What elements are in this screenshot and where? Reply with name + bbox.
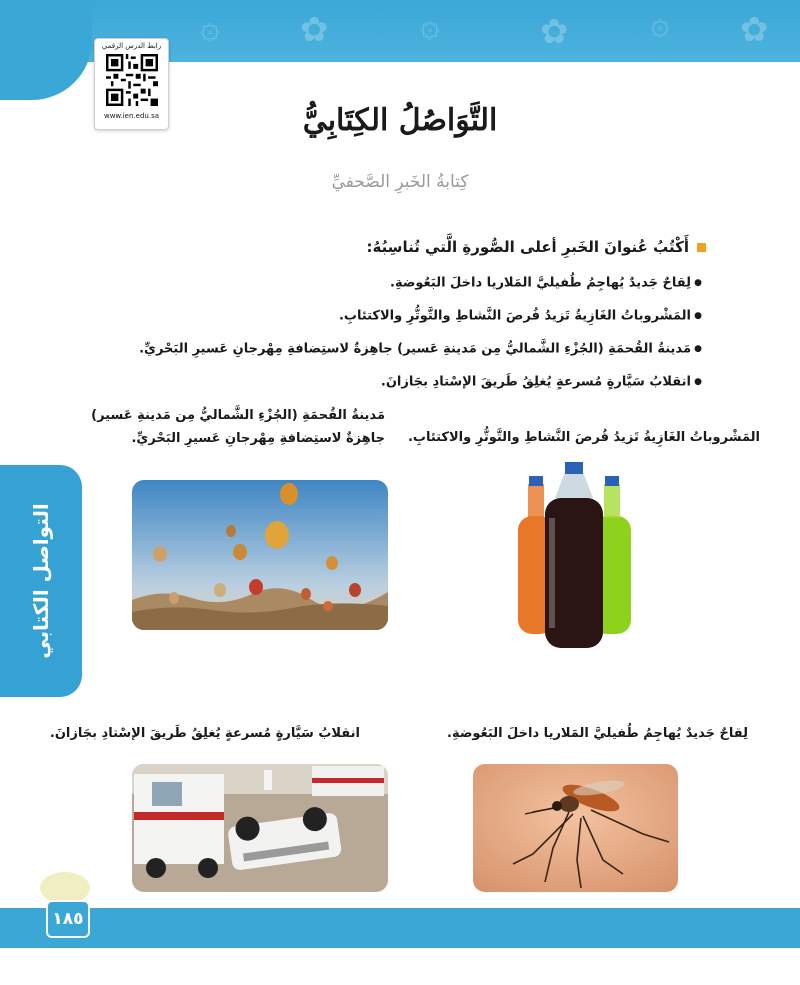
accident-caption: انقلابُ سَيَّارةٍ مُسرعةٍ يُغلِقُ طَريقَ الإسْتادِ بجَازانَ. [49,726,360,741]
headline-item: ● لِقاحٌ جَديدٌ يُهاجِمُ طُفيليَّ المَلاريا داخلَ البَعُوضةِ. [102,272,702,305]
instruction-text: أَكْتُبُ عُنوانَ الخَبرِ أعلى الصُّورةِ الَّتي تُناسِبُهُ: [366,238,689,256]
exercise-instruction [366,238,706,256]
headline-item: ● المَشْروباتُ الغَازِيةُ تَزيدُ فُرصَ النَّشاطِ والتَّوتُّرِ والاكتئابِ. [102,305,702,338]
headline-item: ● مَدينةُ القُحمَةِ (الجُزْءِ الشَّماليُّ مِن مَدينةِ عَسير) جاهِزةٌ لاستِضافةِ مِهْرجانِ عَسيرِ البَحْريِّ. [102,338,702,371]
qr-label: رابط الدرس الرقمي [101,42,162,50]
qr-code-icon[interactable] [106,54,158,106]
headline-list [102,272,702,404]
mosquito-caption: لِقاحٌ جَديدٌ يُهاجِمُ طُفيليَّ المَلاريا داخلَ البَعُوضةِ. [447,726,748,741]
top-decorative-band: ۞ ✿ ۞ ✿ ۞ ✿ [0,0,800,62]
balloons-caption [65,404,385,450]
balloons-caption-line-2: جاهِزةٌ لاستِضافةِ مِهْرجانِ عَسيرِ البَحْريِّ. [131,431,385,446]
footer-band [0,908,800,948]
side-chapter-tab [0,465,82,697]
page-number: ١٨٥ [46,900,90,938]
car-accident-image [132,764,388,892]
hot-air-balloons-image [132,480,388,630]
page-title: التَّوَاصُلُ الكِتَابِيُّ [302,103,498,138]
mosquito-image [473,764,678,892]
drinks-caption: المَشْروباتُ الغَازِيةُ تَزيدُ فُرصَ النَّشاطِ والتَّوتُّرِ والاكتئابِ. [407,430,760,445]
page-subtitle: كِتابةُ الخَبرِ الصَّحفيِّ [331,172,469,192]
headline-item: ● انقلابُ سَيَّارةٍ مُسرعةٍ يُغلِقُ طَريقَ الإسْتادِ بجَازانَ. [102,371,702,404]
qr-url[interactable]: www.ien.edu.sa [103,112,160,120]
soda-bottles-image [515,458,635,650]
balloons-caption-line-1: مَدينةُ القُحمَةِ (الجُزْءِ الشَّماليُّ مِن مَدينةِ عَسير) [91,408,385,423]
corner-decoration [0,0,92,100]
footer-strip [0,948,800,985]
orange-square-bullet-icon [697,243,706,252]
side-tab-label: التواصل الكتابي [29,503,53,659]
